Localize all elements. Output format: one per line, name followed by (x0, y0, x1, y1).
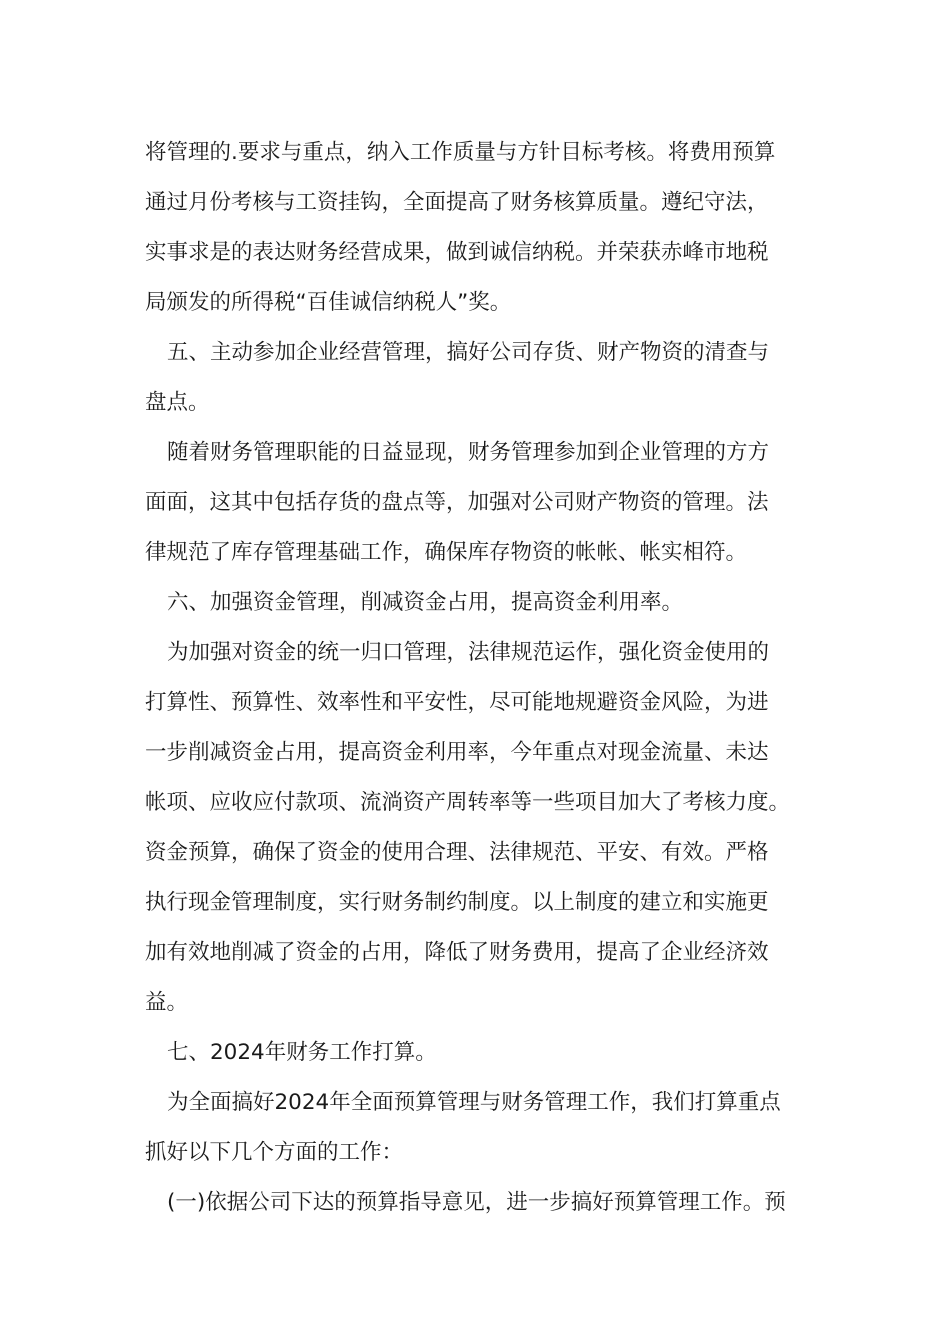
document-body (145, 128, 820, 1228)
text-line: 一步削减资金占用，提高资金利用率，今年重点对现金流量、未达 (145, 740, 769, 765)
section-heading-6: 六、加强资金管理，削减资金占用，提高资金利用率。 (167, 590, 684, 615)
text-line: 将管理的.要求与重点，纳入工作质量与方针目标考核。将费用预算 (145, 140, 776, 165)
text-line: 帐项、应收应付款项、流淌资产周转率等一些项目加大了考核力度。 (145, 790, 791, 815)
text-line: 盘点。 (145, 390, 210, 415)
text-line: 抓好以下几个方面的工作： (145, 1140, 404, 1165)
section-heading-7: 七、2024年财务工作打算。 (167, 1040, 437, 1065)
section-heading-5: 五、主动参加企业经营管理，搞好公司存货、财产物资的清查与 (167, 340, 770, 365)
text-line: 资金预算，确保了资金的使用合理、法律规范、平安、有效。严格 (145, 840, 769, 865)
text-line: 律规范了库存管理基础工作，确保库存物资的帐帐、帐实相符。 (145, 540, 748, 565)
text-line: 为加强对资金的统一归口管理，法律规范运作，强化资金使用的 (167, 640, 770, 665)
text-line: 面面，这其中包括存货的盘点等，加强对公司财产物资的管理。法 (145, 490, 769, 515)
text-line: 打算性、预算性、效率性和平安性，尽可能地规避资金风险，为进 (145, 690, 769, 715)
text-line: 加有效地削减了资金的占用，降低了财务费用，提高了企业经济效 (145, 940, 769, 965)
text-line: 随着财务管理职能的日益显现，财务管理参加到企业管理的方方 (167, 440, 770, 465)
text-line: 为全面搞好2024年全面预算管理与财务管理工作，我们打算重点 (167, 1090, 781, 1115)
text-line: 局颁发的所得税“百佳诚信纳税人”奖。 (145, 290, 512, 315)
text-line: 益。 (145, 990, 189, 1015)
text-line: 执行现金管理制度，实行财务制约制度。以上制度的建立和实施更 (145, 890, 769, 915)
text-line: 通过月份考核与工资挂钩，全面提高了财务核算质量。遵纪守法， (145, 190, 769, 215)
text-line: 实事求是的表达财务经营成果，做到诚信纳税。并荣获赤峰市地税 (145, 240, 769, 265)
text-line: (一)依据公司下达的预算指导意见，进一步搞好预算管理工作。预 (167, 1190, 786, 1215)
